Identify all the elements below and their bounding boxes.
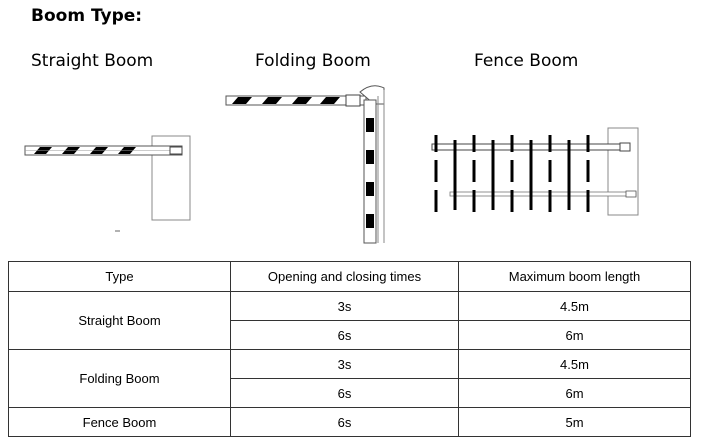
header-maximum-boom-length: Maximum boom length <box>459 262 691 292</box>
time-cell: 6s <box>231 379 459 408</box>
fence-boom-illustration <box>432 128 638 215</box>
header-type: Type <box>9 262 231 292</box>
folding-boom-illustration <box>226 86 384 243</box>
length-cell: 4.5m <box>459 350 691 379</box>
table-header-row <box>9 262 691 292</box>
length-cell: 4.5m <box>459 292 691 321</box>
time-cell: 6s <box>231 321 459 350</box>
caption-straight-boom: Straight Boom <box>31 51 154 71</box>
section-heading: Boom Type: <box>31 6 143 26</box>
table-row <box>9 350 691 379</box>
length-cell: 5m <box>459 408 691 437</box>
boom-spec-table <box>8 261 691 437</box>
straight-boom-illustration <box>25 136 190 231</box>
length-cell: 6m <box>459 379 691 408</box>
length-cell: 6m <box>459 321 691 350</box>
type-cell: Straight Boom <box>9 292 231 350</box>
time-cell: 3s <box>231 292 459 321</box>
caption-fence-boom: Fence Boom <box>474 51 579 71</box>
table-row <box>9 292 691 321</box>
header-opening-closing-times: Opening and closing times <box>231 262 459 292</box>
time-cell: 6s <box>231 408 459 437</box>
table-row <box>9 408 691 437</box>
caption-folding-boom: Folding Boom <box>255 51 371 71</box>
time-cell: 3s <box>231 350 459 379</box>
type-cell: Fence Boom <box>9 408 231 437</box>
type-cell: Folding Boom <box>9 350 231 408</box>
